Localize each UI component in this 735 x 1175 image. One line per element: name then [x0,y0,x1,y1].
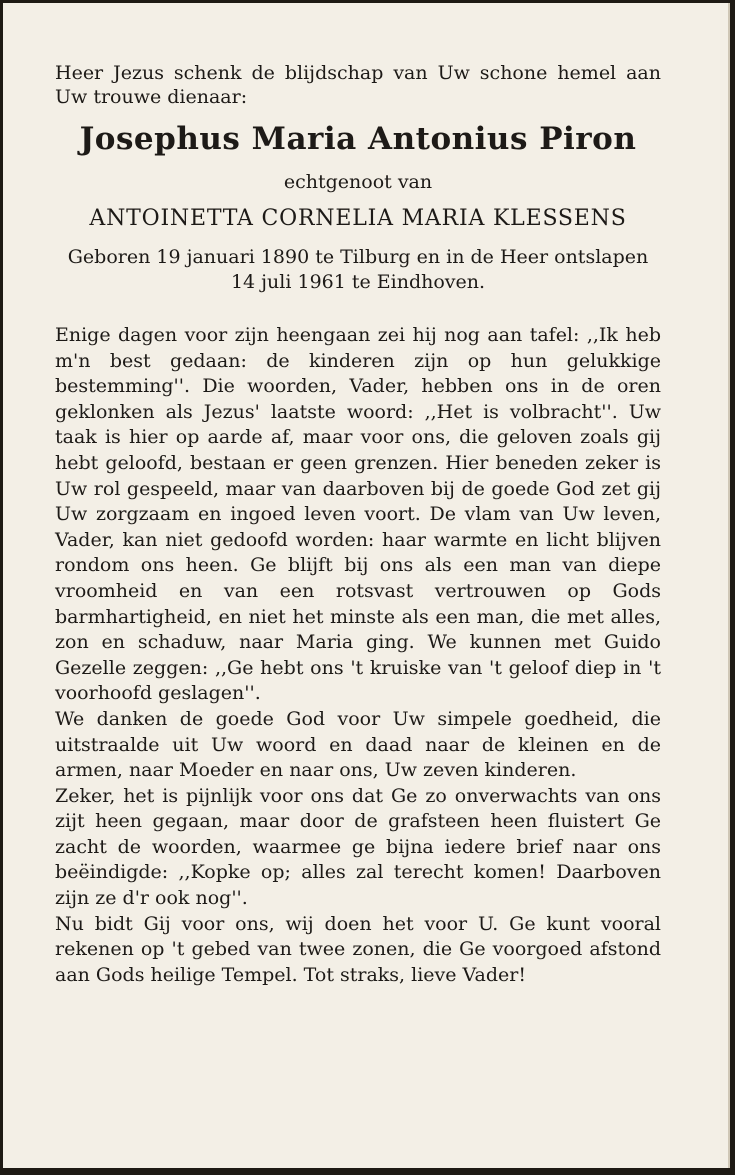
paragraph: Nu bidt Gij voor ons, wij doen het voor U. Ge kunt vooral rekenen op 't gebed van twee zonen, die Ge voorgoed afstond aan Gods heilige Tempel. Tot straks, lieve Vader! [55,912,661,986]
spouse-name: ANTOINETTA CORNELIA MARIA KLESSENS [89,206,627,231]
card-content [55,61,661,988]
spouse-label: echtgenoot van [283,171,433,193]
paragraph: Enige dagen voor zijn heengaan zei hij nog aan tafel: ,,Ik heb m'n best gedaan: de kinderen zijn op hun gelukkige bestemming''. Die woorden, Vader, hebben ons in de oren geklonken als Jezus' laatste woord: ,,Het is volbracht''. Uw taak is hier op aarde af, maar voor ons, die geloven zoals gij hebt geloofd, bestaan er geen grenzen. Hier beneden zeker is Uw rol gespeeld, maar van daarboven bij de goede God zet gij Uw zorgzaam en ingoed leven voort. De vlam van Uw leven, Vader, kan niet gedoofd worden: haar warmte en licht blijven rondom ons heen. Ge blijft bij ons als een man van diepe vroomheid en van een rotsvast vertrouwen op Gods barmhartigheid, en niet het minste als een man, die met alles, zon en schaduw, naar Maria ging. We kunnen met Guido Gezelle zeggen: ,,Ge hebt ons 't kruiske van 't geloof diep in 't voorhoofd geslagen''. [55,324,661,705]
memorial-text [55,323,661,988]
life-dates: Geboren 19 januari 1890 te Tilburg en in de Heer ontslapen 14 juli 1961 te Eindhoven. [67,246,649,293]
opening-prayer: Heer Jezus schenk de blijdschap van Uw schone hemel aan Uw trouwe dienaar: [55,62,661,108]
deceased-name: Josephus Maria Antonius Piron [79,121,637,157]
paragraph: Zeker, het is pijnlijk voor ons dat Ge zo onverwachts van ons zijt heen gegaan, maar door de grafsteen heen fluistert Ge zacht de woorden, waarmee ge bijna iedere brief naar ons beëindigde: ,,Kopke op; alles zal terecht komen! Daarboven zijn ze d'r ook nog''. [55,784,661,910]
paragraph: We danken de goede God voor Uw simpele goedheid, die uitstraalde uit Uw woord en daad naar de kleinen en de armen, naar Moeder en naar ons, Uw zeven kinderen. [55,707,661,782]
memorial-card [3,3,730,1168]
